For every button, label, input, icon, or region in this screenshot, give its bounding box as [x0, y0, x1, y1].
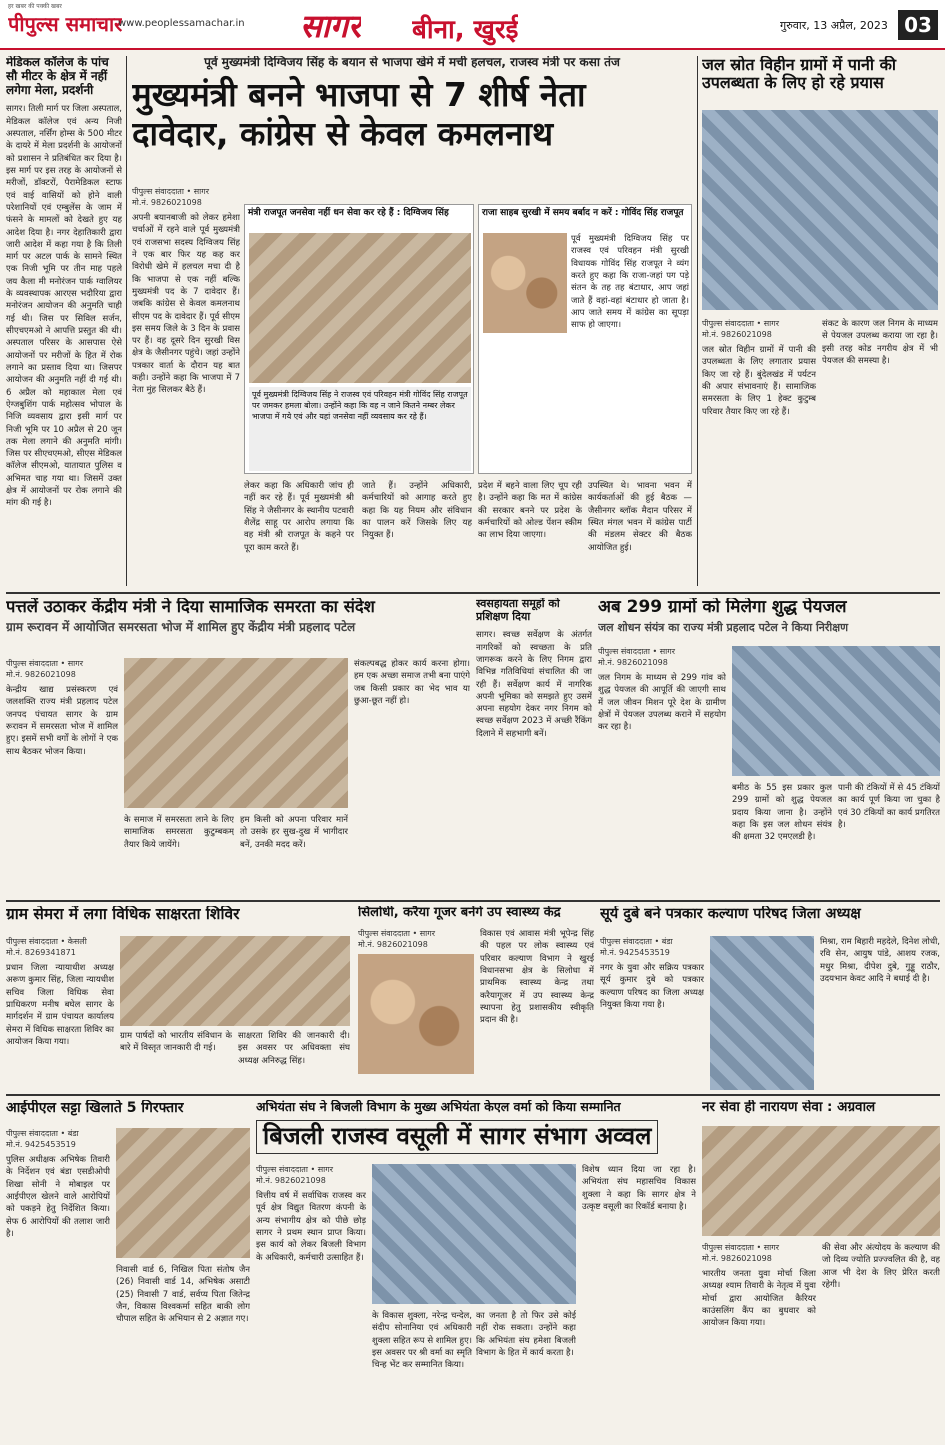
journalist-photo [710, 936, 814, 1090]
shg-training-story [476, 598, 592, 894]
water-headline: जल स्रोत विहीन ग्रामों में पानी की उपलब्धता के लिए हो रहे प्रयास [702, 56, 897, 93]
legal-camp-photo [120, 936, 350, 1026]
electricity-body-2: के विकास शुक्ला, नरेन्द्र चन्देल, संदीप सोनानिया एवं अधिकारी शुक्ला सहित रूप से शामिल हुए। इस अवसर पर श्री वर्मा का स्मृति चिन्ह भेंट कर सम्मानित किया। [372, 1311, 472, 1371]
box1-caption: पूर्व मुख्यमंत्री दिग्विजय सिंह ने राजस्व एवं परिवहन मंत्री गोविंद सिंह राजपूत पर जमकर हमला बोला। उन्होंने कहा कि वह न जाने कितने नम्बर लेकर भाजपा में गये एवं और यहां जनसेवा नहीं व्यवसाय कर रहे हैं। [249, 387, 471, 471]
legal-camp-body: प्रधान जिला न्यायाधीश अध्यक्ष अरूण कुमार सिंह, जिला न्यायधीश सचिव जिला विधिक सेवा प्राधिकरण मनीष बघेल सागर के मार्गदर्शन में ग्राम पंचायत कार्यालय सेमरा में विधिक साक्षरता शिविर का आयोजन किया गया। [6, 963, 114, 1047]
samrasta-body-4: संकल्पबद्ध होकर कार्य करना होगा। हम एक अच्छा समाज तभी बना पाएंगे जब किसी प्रकार का भेद भाव या छुआ-छूत नहीं हो। [354, 659, 470, 706]
samrasta-body-2: के समाज में समरसता लाने के लिए सामाजिक समरसता कुटुम्बकम् तैयार किये जायेंगे। [124, 815, 234, 850]
legal-camp-mobile: मो.नं. 8269341871 [6, 948, 76, 957]
page-number: 03 [898, 10, 938, 40]
journalist-byline: पीपुल्स संवाददाता • बंडा [600, 937, 673, 946]
community-meal-photo [124, 658, 348, 808]
journalist-story [600, 906, 940, 1090]
water-body-1: जल स्रोत विहीन ग्रामों में पानी की उपलब्धता के लिए लगातार प्रयास किए जा रहे हैं। बुंदेलखंड में पर्यटन की अपार संभावनाएं हैं। सामाजिक समरसता के लिए 1 हेक्ट कुटुम्ब परिवार तैयार किए जा रहे हैं। [702, 345, 816, 417]
plant-inspection-photo [732, 646, 940, 776]
electricity-body-4: विशेष ध्यान दिया जा रहा है। अभियंता संघ महासचिव विकास शुक्ला ने कहा कि सागर क्षेत्र ने उत्कृष्ट वसूली का रिकॉर्ड बनाया है। [582, 1165, 696, 1212]
row-divider [6, 1094, 940, 1096]
samrasta-mobile: मो.नं. 9826021098 [6, 670, 76, 679]
water-body-2: संकट के कारण जल निगम के माध्यम से पेयजल उपलब्ध कराया जा रहा है। इसी तरह कोड नगरीय क्षेत्र में भी पेयजल की समस्या है। [822, 319, 938, 366]
journalist-body: नगर के युवा और सक्रिय पत्रकार सूर्य कुमार दुबे को पत्रकार कल्याण परिषद का जिला अध्यक्ष नियुक्त किया गया है। [600, 963, 704, 1010]
pure-water-mobile: मो.नं. 9826021098 [598, 658, 668, 667]
pure-water-sub: जल शोधन संयंत्र का राज्य मंत्री प्रहलाद पटेल ने किया निरीक्षण [598, 620, 849, 634]
row-divider [6, 900, 940, 902]
legal-camp-body-3: साक्षरता शिविर की जानकारी दी। इस अवसर पर अधिवक्ता संघ अध्यक्ष अनिरुद्ध सिंह। [238, 1031, 350, 1066]
lead-col-3: लेकर कहा कि अधिकारी जांच ही नहीं कर रहे हैं। पूर्व मुख्यमंत्री श्री सिंह ने जैसीनगर के स्थानीय पटवारी शैलेंद्र साहू पर आरोप लगाया कि वह मंत्री श्री राजपूत के कहने पर पूरा काम करते हैं। [244, 481, 354, 553]
lead-mobile: मो.नं. 9826021098 [132, 198, 202, 207]
ipl-headline: आईपीएल सट्टा खिलाते 5 गिरफ्तार [6, 1100, 184, 1116]
minister-portrait [483, 233, 567, 333]
subcity-title: बीना, खुरई [412, 15, 519, 45]
issue-date: गुरुवार, 13 अप्रैल, 2023 [780, 19, 888, 32]
nar-seva-body-2: की सेवा और अंत्योदय के कल्याण की जो दिव्य ज्योति प्रज्ज्वलित की है, वह आज भी देश के लिए प्रेरित करती रहेगी। [822, 1243, 940, 1290]
samrasta-headline: पत्तलें उठाकर केंद्रीय मंत्री ने दिया सामाजिक समरता का संदेश [6, 598, 375, 616]
lead-col-6: उपस्थित थे। भावना भवन में कार्यकर्ताओं की हुई बैठक — जैसीनगर ब्लॉक मैदान परिसर में स्थित मंगल भवन में कांग्रेस पार्टी की मंडलम सेक्टर की बैठक आयोजित हुई। [588, 481, 692, 553]
box2-title: राजा साहब सुरखी में समय बर्बाद न करें : गोविंद सिंह राजपूत [482, 208, 684, 218]
shg-body: सागर। स्वच्छ सर्वेक्षण के अंतर्गत नागरिकों को स्वच्छता के प्रति जागरूक करने के लिए निगम द्वारा विभिन्न गतिविधियां संचालित की जा रही हैं। सर्वेक्षण कार्य में नागरिक अपनी भूमिका को समझते हुए उसमें अपना सहयोग देकर नगर निगम को स्वच्छ सर्वेक्षण 2023 में अच्छी रैंकिंग दिलाने में सहभागी बनें। [476, 630, 592, 739]
pure-water-body-2: बमीठ के 55 इस प्रकार कुल 299 ग्रामों को शुद्ध पेयजल प्रदाय किया जाना है। उन्होंने कहा कि इस जल शोधन संयंत्र की क्षमता 32 एमएलडी है। [732, 783, 832, 843]
samrasta-story [6, 598, 470, 894]
water-mobile: मो.नं. 9826021098 [702, 330, 772, 339]
samrasta-byline: पीपुल्स संवाददाता • सागर [6, 659, 84, 668]
journalist-headline: सूर्य दुबे बने पत्रकार कल्याण परिषद जिला अध्यक्ष [600, 906, 861, 922]
ipl-body: पुलिस अधीक्षक अभिषेक तिवारी के निर्देशन एवं बंडा एसडीओपी शिखा सोनी ने मोबाइल पर आईपीएल खेलने वाले आरोपियों को पकड़ने हेतु निर्देशित किया। सेफ 6 आरोपियों की तलाश जारी है। [6, 1155, 110, 1239]
legal-camp-story [6, 906, 350, 1090]
legal-camp-headline: ग्राम सेमरा में लगा विधिक साक्षरता शिविर [6, 906, 240, 923]
newspaper-logo: पीपुल्स समाचार [8, 12, 123, 36]
box1-title: मंत्री राजपूत जनसेवा नहीं धन सेवा कर रहे हैं : दिग्विजय सिंह [248, 208, 449, 218]
samrasta-body: केन्द्रीय खाद्य प्रसंस्करण एवं जलशक्ति राज्य मंत्री प्रहलाद पटेल जनपद पंचायत सागर के ग्राम रूरावन में समरसता भोज में शामिल हुए। इसमें सभी वर्गों के लोगों ने एक साथ बैठकर भोजन किया। [6, 685, 118, 757]
samrasta-sub: ग्राम रूरावन में आयोजित समरसता भोज में शामिल हुए केंद्रीय मंत्री प्रहलाद पटेल [6, 619, 356, 634]
electricity-banner: बिजली राजस्व वसूली में सागर संभाग अव्वल [256, 1120, 658, 1154]
journalist-body-2: मिश्रा, राम बिहारी महदेले, दिनेश लोधी, रवि सेन, आयुष पांडे, आशय रजक, मधुर मिश्रा, दीपेश दुबे, गुड्डू राठौर, उदयभान केवट आदि ने बधाई दी है। [820, 937, 940, 984]
minister-photo [358, 954, 474, 1074]
water-story [702, 56, 940, 586]
health-centre-mobile: मो.नं. 9826021098 [358, 940, 428, 949]
press-conference-photo [249, 233, 471, 383]
lead-headline: मुख्यमंत्री बनने भाजपा से 7 शीर्ष नेता दावेदार, कांग्रेस से केवल कमलनाथ [132, 74, 586, 153]
rajput-box [478, 204, 692, 474]
lead-kicker: पूर्व मुख्यमंत्री दिग्विजय सिंह के बयान से भाजपा खेमे में मची हलचल, राजस्व मंत्री पर कसा तंज [204, 56, 620, 69]
samrasta-body-3: हम किसी को अपना परिवार मानें तो उसके हर सुख-दुख में भागीदार बनें, उनकी मदद करें। [240, 815, 348, 850]
pure-water-byline: पीपुल्स संवाददाता • सागर [598, 647, 676, 656]
electricity-story [256, 1100, 696, 1440]
electricity-byline: पीपुल्स संवाददाता • सागर [256, 1165, 334, 1174]
left-column-story [6, 56, 122, 586]
ipl-betting-story [6, 1100, 250, 1440]
journalist-mobile: मो.नं. 9425453519 [600, 948, 670, 957]
meeting-photo [702, 110, 938, 310]
digvijay-box [244, 204, 474, 474]
legal-camp-byline: पीपुल्स संवाददाता • केसली [6, 937, 87, 946]
lead-body-1: अपनी बयानबाजी को लेकर हमेशा चर्चाओं में रहने वाले पूर्व मुख्यमंत्री एवं राजसभा सदस्य दिग्विजय सिंह ने एक बार फिर यह कह कर विरोधी खेमे में हलचल मचा दी है कि भाजपा से एक नहीं बल्कि मुख्यमंत्री पद के 7 दावेदार हैं। जबकि कांग्रेस से केवल कमलनाथ सीएम पद के दावेदार हैं। पूर्व सीएम इस समय जिले के 3 दिन के प्रवास पर हैं। वह दूसरे दिन सुरखी विस क्षेत्र के जैसीनगर पहुंचे। जहां उन्होंने पत्रकार वार्ता के दौरान यह बात कही। उन्होंने कहा कि भाजपा में 7 नेता मुंह सिलकर बैठे हैं। [132, 213, 240, 396]
electricity-body-3: का जनता है तो फिर उसे कोई नहीं रोक सकता। उन्होंने कहा कि अभियंता संघ हमेशा बिजली विभाग के हित में कार्य करता है। [476, 1311, 576, 1358]
nar-seva-byline: पीपुल्स संवाददाता • सागर [702, 1243, 780, 1252]
pure-water-story [598, 598, 940, 894]
nar-seva-story [702, 1100, 940, 1440]
career-camp-photo [702, 1126, 940, 1236]
health-centre-byline: पीपुल्स संवाददाता • सागर [358, 929, 436, 938]
health-centre-headline: सिलोधी, करैया गूजर बनेंगे उप स्वास्थ्य केंद्र [358, 906, 561, 920]
ipl-mobile: मो.नं. 9425453519 [6, 1140, 76, 1149]
pure-water-headline: अब 299 ग्रामों को मिलेगा शुद्ध पेयजल [598, 598, 847, 617]
column-divider [126, 56, 127, 586]
city-title: सागर [300, 7, 362, 45]
electricity-mobile: मो.नं. 9826021098 [256, 1176, 326, 1185]
lead-byline: पीपुल्स संवाददाता • सागर [132, 187, 210, 196]
police-station-photo [116, 1128, 250, 1258]
shg-headline: स्वसहायता समूहों को प्रशिक्षण दिया [476, 598, 560, 623]
pure-water-body: जल निगम के माध्यम से 299 गांव को शुद्ध पेयजल की आपूर्ति की जाएगी साथ में जल जीवन मिशन पूरे देश के ग्रामीण क्षेत्रों में पेयजल उपलब्ध कराने में सहयोग कर रहा है। [598, 673, 726, 733]
masthead [0, 0, 945, 50]
legal-camp-body-2: ग्राम पार्षदों को भारतीय संविधान के बारे में विस्तृत जानकारी दी गई। [120, 1031, 232, 1054]
box2-body: पूर्व मुख्यमंत्री दिग्विजय सिंह पर राजस्व एवं परिवहन मंत्री सुरखी विधायक गोविंद सिंह राजपूत ने व्यंग करते हुए कहा कि राजा-जहां पग पड़े संतन के तह तह बंटाधार, आप जहां जाते हैं वहां-वहां बंटाधार हो जाता है। आप जाते समय में कांग्रेस का सूपड़ा साफ हो जाएगा। [571, 234, 689, 331]
electricity-headline: अभियंता संघ ने बिजली विभाग के मुख्य अभियंता केएल वर्मा को किया सम्मानित [256, 1100, 621, 1114]
electricity-body: वित्तीय वर्ष में सर्वाधिक राजस्व कर पूर्व क्षेत्र विद्युत वितरण कंपनी के अन्य संभागीय क्षेत्र को पीछे छोड़ सागर ने प्रथम स्थान प्राप्त किया। इस कार्य को लेकर बिजली विभाग के अधिकारी, कर्मचारी उत्साहित हैं। [256, 1191, 366, 1263]
lead-story [132, 56, 692, 586]
nar-seva-mobile: मो.नं. 9826021098 [702, 1254, 772, 1263]
nar-seva-body: भारतीय जनता युवा मोर्चा जिला अध्यक्ष श्याम तिवारी के नेतृत्व में युवा मोर्चा द्वारा आयोजित कैरियर काउंसलिंग कैंप का बुधवार को आयोजन किया गया। [702, 1269, 816, 1329]
pure-water-body-3: पानी की टंकियों में से 45 टंकियों का कार्य पूर्ण किया जा चुका है एवं 30 टंकियों का कार्य प्रगतिरत है। [838, 783, 940, 830]
column-divider [697, 56, 698, 586]
felicitation-photo [372, 1164, 576, 1304]
left-headline: मेडिकल कॉलेज के पांच सौ मीटर के क्षेत्र में नहीं लगेगा मेला, प्रदर्शनी [6, 56, 109, 97]
ipl-byline: पीपुल्स संवाददाता • बंडा [6, 1129, 79, 1138]
row-divider [6, 592, 940, 594]
health-centre-body: विकास एवं आवास मंत्री भूपेन्द्र सिंह की पहल पर लोक स्वास्थ्य एवं परिवार कल्याण विभाग ने खुरई विधानसभा क्षेत्र के सिलोधा में प्राथमिक स्वास्थ्य केन्द्र तथा करैयागूजर में उप स्वास्थ्य केन्द्र स्थापना हेतु प्रशासकीय स्वीकृति प्रदान की है। [480, 929, 594, 1026]
ipl-body-2: निवासी वार्ड 6, निखिल पिता संतोष जैन (26) निवासी वार्ड 14, अभिषेक असाटी (25) निवासी 7 वार्ड, सर्वप्य पिता जितेन्द्र जैन, विकास विश्वकर्मा सहित बाकी लोग चौपाल सहित के अभियान से 2 अज्ञात गए। [116, 1265, 250, 1325]
water-byline: पीपुल्स संवाददाता • सागर [702, 319, 780, 328]
nar-seva-headline: नर सेवा ही नारायण सेवा : अग्रवाल [702, 1100, 876, 1115]
site-url[interactable]: www.peoplessamachar.in [118, 18, 245, 29]
health-centre-story [358, 906, 594, 1090]
left-body: सागर। तिली मार्ग पर जिला अस्पताल, मेडिकल कॉलेज एवं अन्य निजी अस्पताल, नर्सिंग होम्स के 500 मीटर के दायरे में मेला प्रदर्शनी के आयोजनों को प्रशासन ने प्रतिबंधित कर दिया है। इस मार्ग पर इस तरह के आयोजनों से मरीजों, डॉक्टरों, पैरामेडिकल स्टाफ एवं वाई वासियों को होने वाली परेशानियों एवं एम्बुलेंस के जाम में फंसने के मामलों को देखते हुए यह आदेश दिया है। नगर देहातिकारी द्वारा जारी आदेश में कहा गया है कि तिली मार्ग पर अटल पार्क के सामने स्थित एक निजी भूमि पर तीन माह पहले जय कैला मी मनोरंजन पार्क ग्वालियर के व्यवस्थापक आरएस भदौरिया द्वारा मनोरंजन आयोजन की अनुमति चाही गई थी। जिस पर सिविल सर्जन, सीएचएमओ ने आपत्ति प्रस्तुत की थी। अस्पताल परिसर के आसपास ऐसे आयोजनों पर मरीजों के हित में रोक लगाने का प्रस्ताव दिया था। जिसपर आयोजन की अनुमति नहीं दी गई थी। 6 अप्रैल को महाकाल मेला एवं ऐग्जबुशिंग पार्क महोत्सव भोपाल के निजि व्यवसाय द्वारा इसी मार्ग पर निजी भूमि पर 10 अप्रैल से 20 जून तक मेला लगाने की अनुमति मांगी। जिस पर सीएचएमओ, सीएस मेडिकल कॉलेज सीएमओ, यातायात पुलिस व अभिमत चाह गया था। जिसमें उक्त क्षेत्र में आयोजनों पर रोक लगाने की मांग की गई है। [6, 104, 122, 509]
logo-tagline: हर खबर की पक्की खबर [8, 3, 62, 10]
lead-col-4: जाते हैं। उन्होंने अधिकारी, कर्मचारियों को आगाह करते हुए कहा कि यह नियम और संविधान का पालन करें जिसके लिए यह नियुक्त हैं। [362, 481, 472, 541]
lead-col-5: प्रदेश में बहने वाला लिए चूप रही है। उन्होंने कहा कि मत में कांग्रेस की सरकार बनने पर प्रदेश के कर्मचारियों को ओल्ड पेंशन स्कीम का लाभ दिया जाएगा। [478, 481, 582, 541]
